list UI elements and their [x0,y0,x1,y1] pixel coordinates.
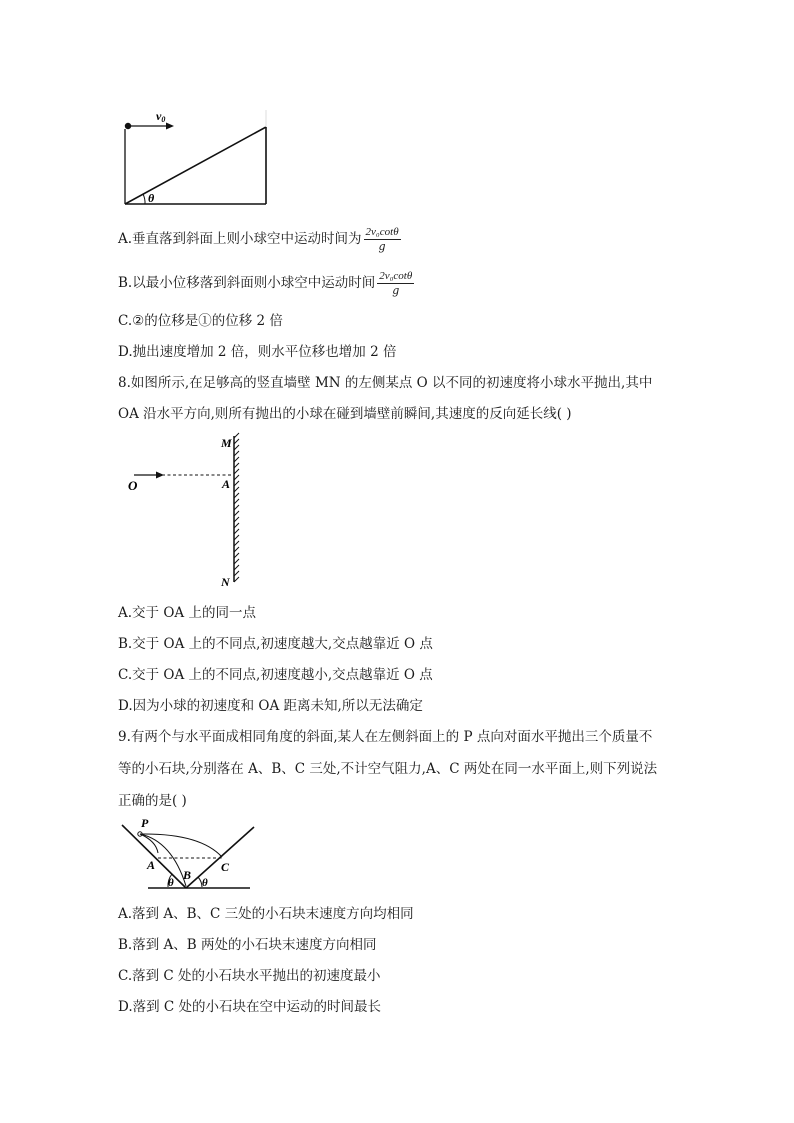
label-n: N [221,575,230,589]
label-a: A [222,477,231,491]
ball-dot [125,123,131,129]
q8-option-c: C.交于 OA 上的不同点,初速度越小,交点越靠近 O 点 [118,667,433,683]
q7-option-a-fraction: $\frac{\text{2v₀cotθ}}{g}$ [365,226,399,253]
q8-stem-line2: OA 沿水平方向,则所有抛出的小球在碰到墙壁前瞬间,其速度的反向延长线( ) [118,406,572,422]
throw-arrowhead [156,472,164,479]
q9-stem-line2: 等的小石块,分别落在 A、B、C 三处,不计空气阻力,A、C 两处在同一水平面上,则下列说法 [118,761,658,777]
q8-option-b: B.交于 OA 上的不同点,初速度越大,交点越靠近 O 点 [118,636,433,652]
q7-option-d: D.抛出速度增加 2 倍，则水平位移也增加 2 倍 [118,344,397,360]
q7-option-b-fraction: $\frac{\text{2v₀cotθ}}{g}$ [379,270,413,297]
wall-figure [118,430,258,590]
q9-option-d: D.落到 C 处的小石块在空中运动的时间最长 [118,999,382,1015]
q9-option-c: C.落到 C 处的小石块水平抛出的初速度最小 [118,968,381,984]
q9-option-b: B.落到 A、B 两处的小石块末速度方向相同 [118,937,377,953]
q9-stem-line1: 9.有两个与水平面成相同角度的斜面,某人在左侧斜面上的 P 点向对面水平抛出三个质量不 [118,729,653,745]
q7-option-a [118,226,401,253]
q9-option-a: A.落到 A、B、C 三处的小石块末速度方向均相同 [118,906,414,922]
theta-label: θ [148,191,155,205]
label-m: M [221,436,232,450]
label-a: A [147,858,156,872]
theta-left-label: θ [168,877,174,889]
q8-option-d: D.因为小球的初速度和 OA 距离未知,所以无法确定 [118,698,423,714]
incline-line [125,127,266,204]
q8-option-a: A.交于 OA 上的同一点 [118,605,256,621]
label-c: C [221,860,230,874]
label-b: B [183,868,192,882]
velocity-arrowhead [166,123,174,130]
angle-arc [143,194,145,204]
v0-label: v0 [156,109,166,124]
label-o: O [128,478,138,493]
theta-right-label: θ [202,877,208,889]
label-p: P [141,816,149,830]
v-slope-figure [118,815,263,895]
incline-figure [118,100,278,210]
q9-stem-line3: 正确的是( ) [118,793,187,809]
trajectory-c [140,834,222,857]
q7-option-b [118,270,414,297]
q7-option-c: C.②的位移是①的位移 2 倍 [118,313,283,329]
q7-option-b-text: B.以最小位移落到斜面则小球空中运动时间 [118,275,376,291]
q8-stem-line1: 8.如图所示,在足够高的竖直墙壁 MN 的左侧某点 O 以不同的初速度将小球水平抛出,其中 [118,375,653,391]
q7-option-a-text: A.垂直落到斜面上则小球空中运动时间为 [118,231,362,247]
